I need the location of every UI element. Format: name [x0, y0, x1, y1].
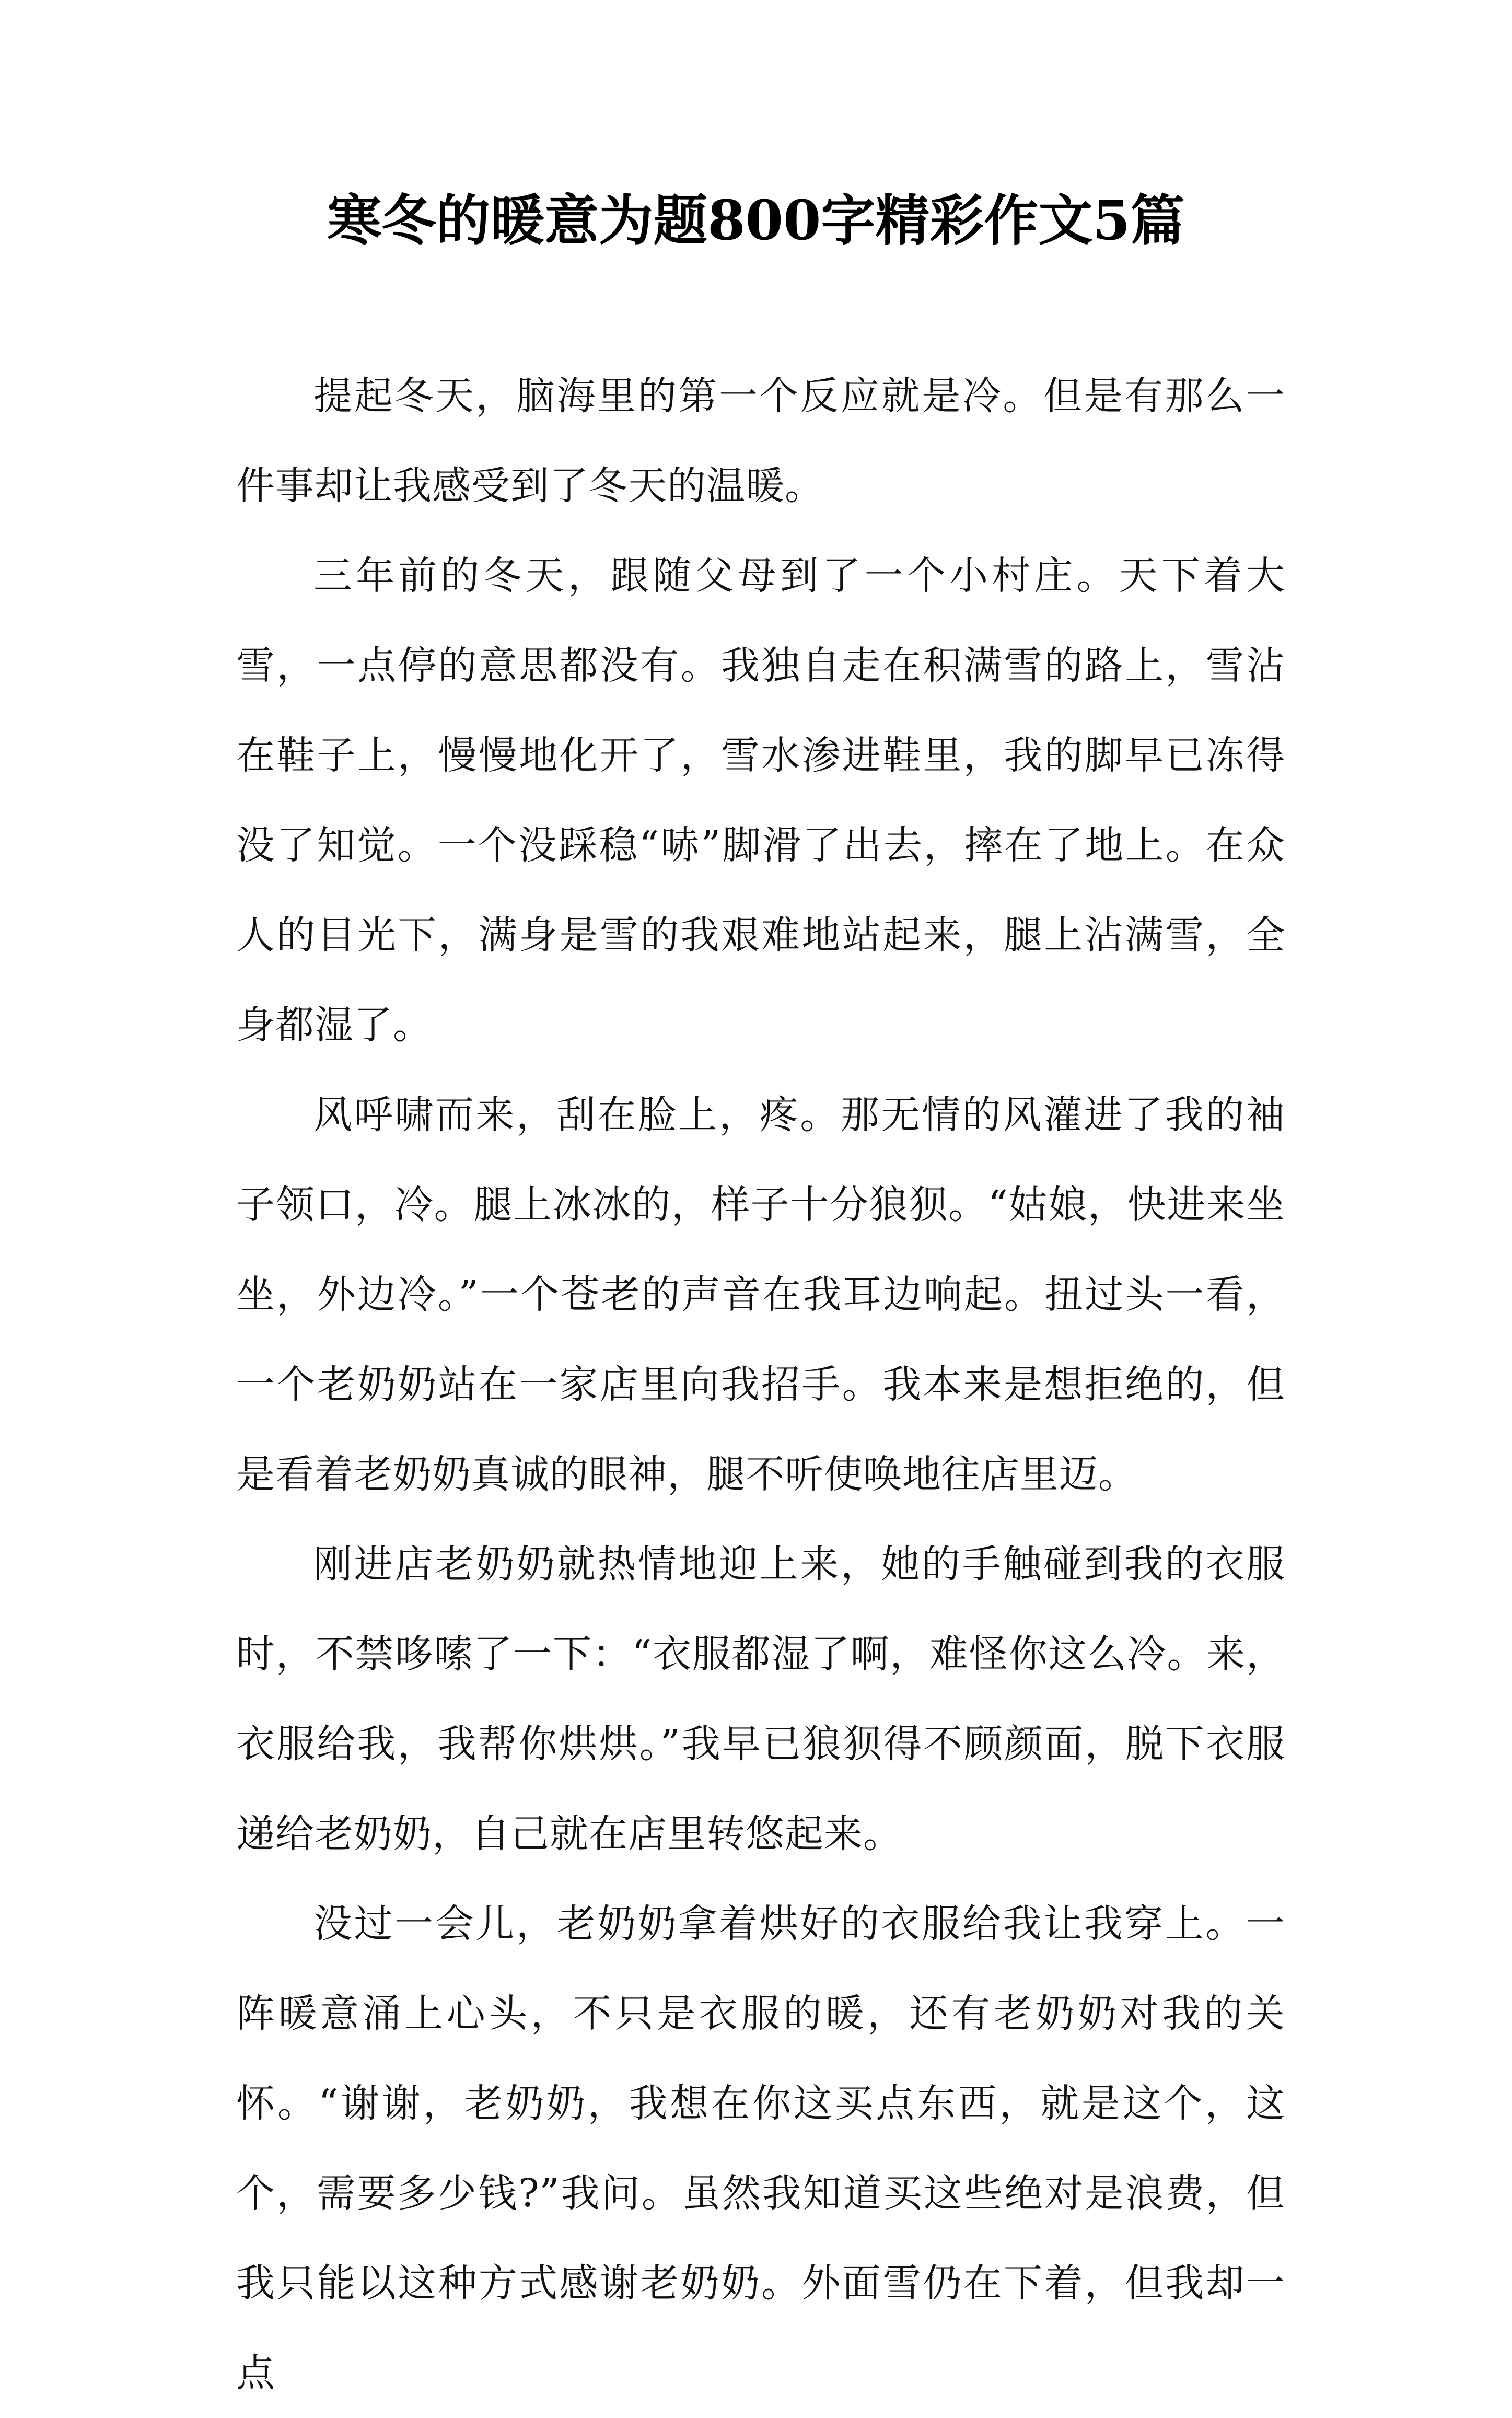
paragraph-4: 刚进店老奶奶就热情地迎上来，她的手触碰到我的衣服时，不禁哆嗦了一下：“衣服都湿了啊，难怪你这么冷。来，衣服给我，我帮你烘烘。”我早已狼狈得不顾颜面，脱下衣服递给老奶奶，自己就在店里转悠起来。: [236, 1542, 1285, 1856]
paragraph-5: 没过一会儿，老奶奶拿着烘好的衣服给我让我穿上。一阵暖意涌上心头，不只是衣服的暖，还有老奶奶对我的关怀。“谢谢，老奶奶，我想在你这买点东西，就是这个，这个，需要多少钱?”我问。虽然我知道买这些绝对是浪费，但我只能以这种方式感谢老奶奶。外面雪仍在下着，但我却一点: [236, 1901, 1285, 2396]
paragraph-3: 风呼啸而来，刮在脸上，疼。那无情的风灌进了我的袖子领口，冷。腿上冰冰的，样子十分狼狈。“姑娘，快进来坐坐，外边冷。”一个苍老的声音在我耳边响起。扭过头一看，一个老奶奶站在一家店里向我招手。我本来是想拒绝的，但是看着老奶奶真诚的眼神，腿不听使唤地往店里迈。: [236, 1092, 1285, 1497]
document-body: [236, 351, 1285, 2418]
document-title: 寒冬的暖意为题800字精彩作文5篇: [327, 188, 1185, 252]
paragraph-1: 提起冬天，脑海里的第一个反应就是冷。但是有那么一件事却让我感受到了冬天的温暖。: [236, 374, 1285, 508]
paragraph-2: 三年前的冬天，跟随父母到了一个小村庄。天下着大雪，一点停的意思都没有。我独自走在积满雪的路上，雪沾在鞋子上，慢慢地化开了，雪水渗进鞋里，我的脚早已冻得没了知觉。一个没踩稳“哧”脚滑了出去，摔在了地上。在众人的目光下，满身是雪的我艰难地站起来，腿上沾满雪，全身都湿了。: [236, 553, 1285, 1048]
